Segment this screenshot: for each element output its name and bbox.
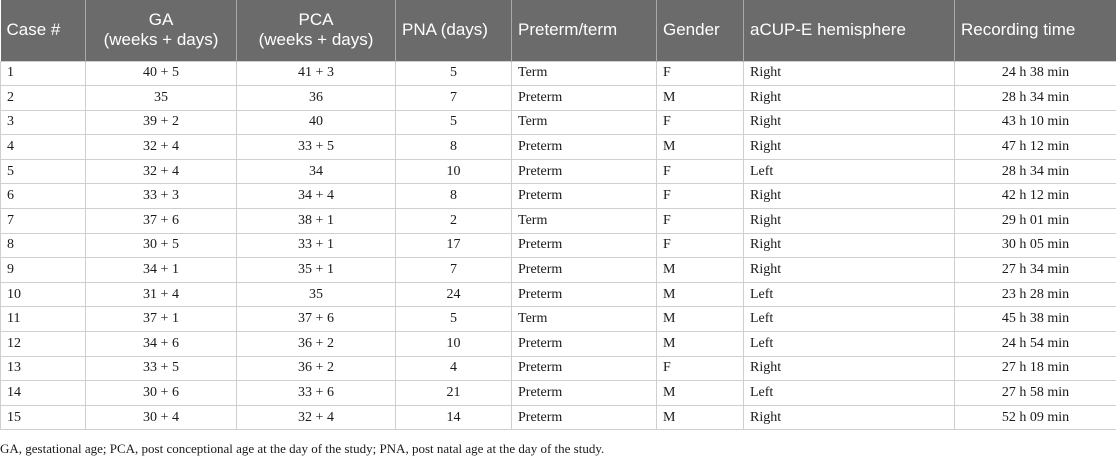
cell-hemisphere: Left <box>744 307 955 332</box>
cell-case: 8 <box>1 233 86 258</box>
cell-ga: 40 + 5 <box>86 61 237 86</box>
table-row <box>1 135 1116 160</box>
cell-recording-time: 27 h 58 min <box>955 381 1116 406</box>
table-footnote: GA, gestational age; PCA, post conceptional age at the day of the study; PNA, post natal age at the day of the study. <box>0 441 605 456</box>
cell-pca: 36 + 2 <box>237 356 396 381</box>
cell-ga: 33 + 5 <box>86 356 237 381</box>
cell-preterm-term: Term <box>512 307 657 332</box>
table-row <box>1 405 1116 430</box>
cell-gender: F <box>657 356 744 381</box>
cell-ga: 37 + 6 <box>86 209 237 234</box>
cell-gender: M <box>657 282 744 307</box>
cell-ga: 34 + 6 <box>86 332 237 357</box>
cell-hemisphere: Right <box>744 110 955 135</box>
cell-pca: 32 + 4 <box>237 405 396 430</box>
cell-case: 9 <box>1 258 86 283</box>
table-row <box>1 307 1116 332</box>
cell-ga: 30 + 5 <box>86 233 237 258</box>
cell-pca: 37 + 6 <box>237 307 396 332</box>
cell-hemisphere: Right <box>744 405 955 430</box>
cell-hemisphere: Right <box>744 61 955 86</box>
cell-pca: 35 + 1 <box>237 258 396 283</box>
table-row <box>1 282 1116 307</box>
cell-hemisphere: Right <box>744 184 955 209</box>
cell-recording-time: 23 h 28 min <box>955 282 1116 307</box>
cell-gender: M <box>657 405 744 430</box>
cell-pna: 24 <box>396 282 512 307</box>
table-row <box>1 61 1116 86</box>
cell-gender: F <box>657 233 744 258</box>
cell-case: 1 <box>1 61 86 86</box>
cell-gender: M <box>657 381 744 406</box>
cell-pca: 38 + 1 <box>237 209 396 234</box>
cell-pca: 41 + 3 <box>237 61 396 86</box>
cell-preterm-term: Preterm <box>512 332 657 357</box>
cell-preterm-term: Preterm <box>512 159 657 184</box>
cell-pna: 7 <box>396 86 512 111</box>
table-body <box>1 61 1116 430</box>
cell-case: 12 <box>1 332 86 357</box>
header-ga: GA (weeks + days) <box>86 0 237 61</box>
table-row <box>1 356 1116 381</box>
cell-preterm-term: Preterm <box>512 282 657 307</box>
cell-pca: 36 + 2 <box>237 332 396 357</box>
table-row <box>1 159 1116 184</box>
cell-preterm-term: Preterm <box>512 258 657 283</box>
cell-case: 10 <box>1 282 86 307</box>
cell-recording-time: 29 h 01 min <box>955 209 1116 234</box>
cell-preterm-term: Term <box>512 110 657 135</box>
cell-preterm-term: Preterm <box>512 184 657 209</box>
cell-case: 14 <box>1 381 86 406</box>
cell-ga: 32 + 4 <box>86 159 237 184</box>
cell-gender: M <box>657 258 744 283</box>
cell-recording-time: 45 h 38 min <box>955 307 1116 332</box>
cell-preterm-term: Preterm <box>512 135 657 160</box>
cell-pna: 17 <box>396 233 512 258</box>
cell-case: 11 <box>1 307 86 332</box>
cell-pna: 10 <box>396 332 512 357</box>
cell-recording-time: 52 h 09 min <box>955 405 1116 430</box>
cell-ga: 33 + 3 <box>86 184 237 209</box>
cell-pna: 2 <box>396 209 512 234</box>
cell-ga: 32 + 4 <box>86 135 237 160</box>
cell-pca: 35 <box>237 282 396 307</box>
cell-pca: 34 <box>237 159 396 184</box>
cell-hemisphere: Left <box>744 332 955 357</box>
cell-ga: 39 + 2 <box>86 110 237 135</box>
cell-hemisphere: Left <box>744 159 955 184</box>
cell-pna: 7 <box>396 258 512 283</box>
cell-pca: 33 + 1 <box>237 233 396 258</box>
cell-case: 13 <box>1 356 86 381</box>
cell-pna: 5 <box>396 110 512 135</box>
cell-pca: 33 + 5 <box>237 135 396 160</box>
cell-ga: 31 + 4 <box>86 282 237 307</box>
cell-pna: 4 <box>396 356 512 381</box>
table-row <box>1 258 1116 283</box>
header-row <box>1 0 1116 61</box>
table-row <box>1 332 1116 357</box>
header-pca: PCA (weeks + days) <box>237 0 396 61</box>
cell-preterm-term: Preterm <box>512 233 657 258</box>
cell-ga: 34 + 1 <box>86 258 237 283</box>
cell-pna: 5 <box>396 307 512 332</box>
cell-hemisphere: Right <box>744 135 955 160</box>
header-preterm-term: Preterm/term <box>512 0 657 61</box>
cell-recording-time: 27 h 34 min <box>955 258 1116 283</box>
cell-pca: 40 <box>237 110 396 135</box>
cell-preterm-term: Preterm <box>512 86 657 111</box>
cell-preterm-term: Preterm <box>512 405 657 430</box>
cell-gender: M <box>657 307 744 332</box>
cell-recording-time: 24 h 54 min <box>955 332 1116 357</box>
cell-preterm-term: Preterm <box>512 381 657 406</box>
cell-recording-time: 43 h 10 min <box>955 110 1116 135</box>
cell-hemisphere: Right <box>744 209 955 234</box>
cell-case: 6 <box>1 184 86 209</box>
header-recording-time: Recording time <box>955 0 1116 61</box>
cell-pna: 14 <box>396 405 512 430</box>
cell-hemisphere: Right <box>744 233 955 258</box>
cell-case: 5 <box>1 159 86 184</box>
cell-pna: 8 <box>396 184 512 209</box>
cell-pca: 33 + 6 <box>237 381 396 406</box>
table-row <box>1 184 1116 209</box>
cell-gender: F <box>657 61 744 86</box>
cell-gender: M <box>657 332 744 357</box>
table-row <box>1 209 1116 234</box>
table-row <box>1 381 1116 406</box>
cell-hemisphere: Right <box>744 356 955 381</box>
cell-hemisphere: Right <box>744 258 955 283</box>
cell-gender: F <box>657 209 744 234</box>
cell-case: 7 <box>1 209 86 234</box>
cell-hemisphere: Left <box>744 282 955 307</box>
cell-pna: 5 <box>396 61 512 86</box>
cell-hemisphere: Right <box>744 86 955 111</box>
header-acup-e-hemisphere: aCUP-E hemisphere <box>744 0 955 61</box>
table-row <box>1 233 1116 258</box>
cell-preterm-term: Preterm <box>512 356 657 381</box>
table-row <box>1 110 1116 135</box>
cell-case: 4 <box>1 135 86 160</box>
header-case: Case # <box>1 0 86 61</box>
cell-pna: 8 <box>396 135 512 160</box>
header-pna: PNA (days) <box>396 0 512 61</box>
cell-gender: F <box>657 159 744 184</box>
cell-case: 15 <box>1 405 86 430</box>
cell-gender: M <box>657 86 744 111</box>
cell-case: 2 <box>1 86 86 111</box>
cell-ga: 30 + 6 <box>86 381 237 406</box>
cell-recording-time: 27 h 18 min <box>955 356 1116 381</box>
cell-recording-time: 24 h 38 min <box>955 61 1116 86</box>
cell-ga: 30 + 4 <box>86 405 237 430</box>
cell-preterm-term: Term <box>512 209 657 234</box>
cell-recording-time: 28 h 34 min <box>955 159 1116 184</box>
cell-case: 3 <box>1 110 86 135</box>
cell-ga: 35 <box>86 86 237 111</box>
table-row <box>1 86 1116 111</box>
cell-recording-time: 28 h 34 min <box>955 86 1116 111</box>
cell-gender: F <box>657 110 744 135</box>
cell-pna: 10 <box>396 159 512 184</box>
cell-recording-time: 30 h 05 min <box>955 233 1116 258</box>
cell-pna: 21 <box>396 381 512 406</box>
cell-pca: 36 <box>237 86 396 111</box>
cell-ga: 37 + 1 <box>86 307 237 332</box>
cell-recording-time: 47 h 12 min <box>955 135 1116 160</box>
cell-pca: 34 + 4 <box>237 184 396 209</box>
cell-recording-time: 42 h 12 min <box>955 184 1116 209</box>
cell-hemisphere: Left <box>744 381 955 406</box>
cell-gender: M <box>657 135 744 160</box>
cell-gender: F <box>657 184 744 209</box>
cell-preterm-term: Term <box>512 61 657 86</box>
header-gender: Gender <box>657 0 744 61</box>
